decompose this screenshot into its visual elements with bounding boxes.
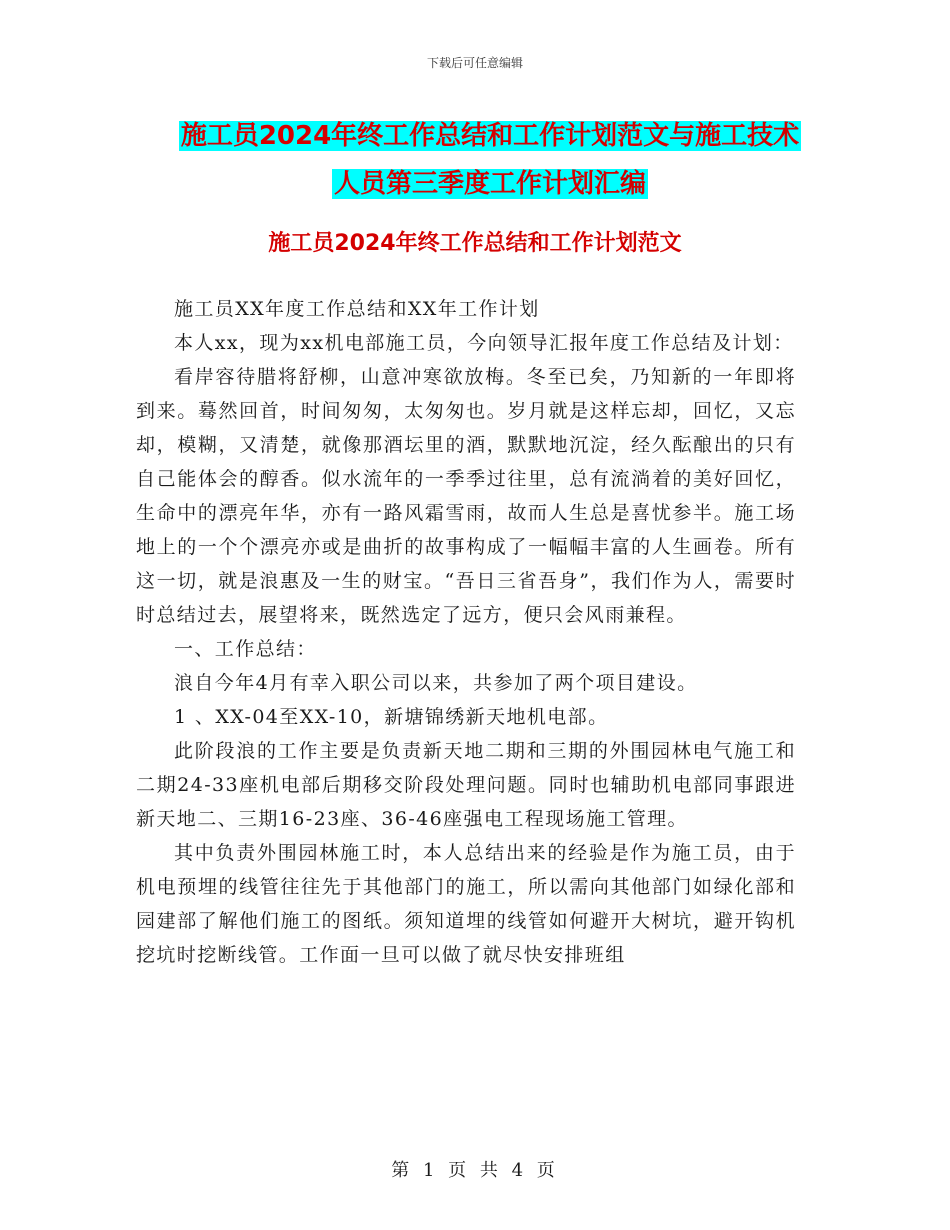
header-note: 下载后可任意编辑 [426,56,523,70]
document-body [136,292,796,972]
document-title-line2: 人员第三季度工作计划汇编 [333,169,646,199]
paragraph: 1 、XX-04至XX-10，新塘锦绣新天地机电部。 [174,706,609,728]
section-title: 施工员2024年终工作总结和工作计划范文 [268,231,682,256]
paragraph: 施工员XX年度工作总结和XX年工作计划 [174,298,540,320]
paragraph: 看岸容待腊将舒柳，山意冲寒欲放梅。冬至已矣，乃知新的一年即将到来。蓦然回首，时间匆匆，太匆匆也。岁月就是这样忘却，回忆，又忘却，模糊，又清楚，就像那酒坛里的酒，默默地沉淀，经久酝酿出的只有自己能体会的醇香。似水流年的一季季过往里，总有流淌着的美好回忆，生命中的漂亮年华，亦有一路风霜雪雨，故而人生总是喜忧参半。施工场地上的一个个漂亮亦或是曲折的故事构成了一幅幅丰富的人生画卷。所有这一切，就是浪惠及一生的财宝。“吾日三省吾身”，我们作为人，需要时时总结过去，展望将来，既然选定了远方，便只会风雨兼程。 [136,366,796,626]
page-number: 第 1 页 共 4 页 [391,1160,559,1181]
paragraph: 此阶段浪的工作主要是负责新天地二期和三期的外围园林电气施工和二期24-33座机电部后期移交阶段处理问题。同时也辅助机电部同事跟进新天地二、三期16-23座、36-46座强电工程现场施工管理。 [136,740,796,830]
paragraph: 其中负责外围园林施工时，本人总结出来的经验是作为施工员，由于机电预埋的线管往往先于其他部门的施工，所以需向其他部门如绿化部和园建部了解他们施工的图纸。须知道埋的线管如何避开大树坑，避开钩机挖坑时挖断线管。工作面一旦可以做了就尽快安排班组 [136,842,796,966]
paragraph: 一、工作总结： [174,638,317,660]
paragraph: 本人xx，现为xx机电部施工员，今向领导汇报年度工作总结及计划： [174,332,794,354]
paragraph: 浪自今年4月有幸入职公司以来，共参加了两个项目建设。 [174,672,698,694]
document-title-line1: 施工员2024年终工作总结和工作计划范文与施工技术 [180,121,800,151]
document-title [140,112,840,208]
